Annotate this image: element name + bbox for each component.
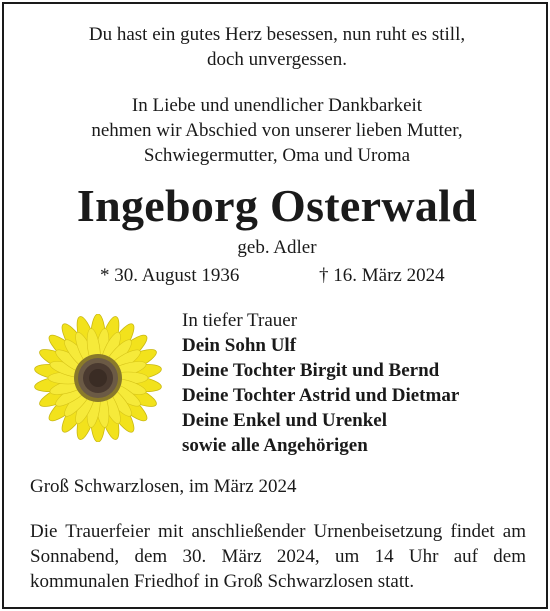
mourners-list <box>182 308 459 458</box>
intro-line: Schwiegermutter, Oma und Uroma <box>143 145 411 166</box>
maiden-name: geb. Adler <box>237 237 317 258</box>
mourners-heading: In tiefer Trauer <box>182 310 298 331</box>
mourner-line: sowie alle Angehörigen <box>182 435 368 456</box>
death-date: † 16. März 2024 <box>319 265 445 286</box>
mourner-line: Deine Tochter Birgit und Bernd <box>182 360 440 381</box>
flower-icon <box>34 314 162 442</box>
mourner-line: Dein Sohn Ulf <box>182 335 297 356</box>
birth-date: * 30. August 1936 <box>100 265 240 286</box>
intro-line: In Liebe und unendlicher Dankbarkeit <box>131 95 423 116</box>
intro-text <box>4 93 550 168</box>
life-dates <box>4 263 550 289</box>
motto-line: Du hast ein gutes Herz besessen, nun ruht es still, <box>88 24 466 45</box>
motto-line: doch unvergessen. <box>206 49 347 70</box>
intro-line: nehmen wir Abschied von unserer lieben Mutter, <box>91 120 463 141</box>
deceased-name: Ingeborg Osterwald <box>76 180 478 231</box>
mourner-line: Deine Enkel und Urenkel <box>182 410 387 431</box>
motto <box>4 22 550 72</box>
funeral-notice: Die Trauerfeier mit anschließender Urnenbeisetzung findet am Sonnabend, dem 30. März 2024, um 14 Uhr auf dem kommunalen Friedhof in Groß Schwarzlosen statt. <box>30 521 526 592</box>
obituary-frame <box>2 2 548 609</box>
place-date: Groß Schwarzlosen, im März 2024 <box>30 476 297 497</box>
mourner-line: Deine Tochter Astrid und Dietmar <box>182 385 460 406</box>
